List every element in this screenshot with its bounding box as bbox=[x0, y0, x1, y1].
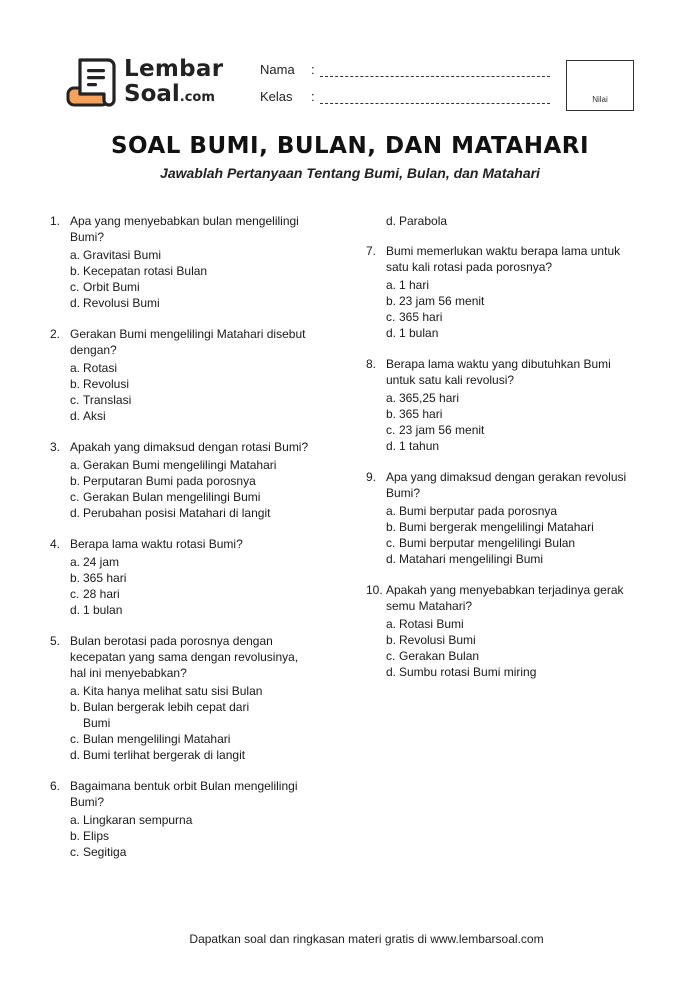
option-letter: c. bbox=[70, 280, 80, 294]
question-number: 5. bbox=[50, 634, 61, 648]
option-letter: d. bbox=[386, 326, 397, 340]
option-letter: a. bbox=[386, 391, 397, 405]
option-c[interactable] bbox=[70, 392, 320, 408]
score-label: Nilai bbox=[592, 95, 608, 104]
option-letter: a. bbox=[386, 278, 397, 292]
question-number: 7. bbox=[366, 244, 377, 258]
question-8 bbox=[366, 356, 636, 454]
question-10 bbox=[366, 582, 636, 680]
option-b[interactable] bbox=[386, 406, 636, 422]
option-letter: b. bbox=[386, 520, 397, 534]
option-text: Perubahan posisi Matahari di langit bbox=[83, 506, 271, 520]
question-number: 8. bbox=[366, 357, 377, 371]
option-b[interactable] bbox=[386, 632, 636, 648]
question-9 bbox=[366, 469, 636, 567]
option-text: 1 tahun bbox=[399, 439, 440, 453]
question-number: 2. bbox=[50, 327, 61, 341]
option-list bbox=[386, 616, 636, 680]
option-a[interactable] bbox=[386, 616, 636, 632]
option-letter: c. bbox=[386, 310, 396, 324]
option-d[interactable] bbox=[70, 505, 320, 521]
option-b[interactable] bbox=[70, 263, 320, 279]
question-text: Bulan berotasi pada porosnya dengan kecepatan yang sama dengan revolusinya, hal ini menyebabkan? bbox=[70, 634, 299, 680]
page-subtitle: Jawablah Pertanyaan Tentang Bumi, Bulan, dan Matahari bbox=[160, 165, 540, 181]
option-c[interactable] bbox=[70, 279, 320, 295]
logo-word-soal bbox=[124, 81, 215, 107]
option-b[interactable] bbox=[70, 699, 268, 731]
option-text: Gravitasi Bumi bbox=[83, 248, 162, 262]
option-letter: b. bbox=[386, 294, 397, 308]
site-logo bbox=[66, 56, 224, 110]
question-7 bbox=[366, 243, 636, 341]
worksheet-logo-icon bbox=[66, 56, 122, 110]
option-letter: c. bbox=[70, 845, 80, 859]
option-d[interactable] bbox=[386, 664, 636, 680]
option-letter: a. bbox=[386, 617, 397, 631]
name-label: Nama bbox=[260, 62, 295, 77]
option-letter: a. bbox=[70, 248, 81, 262]
question-4 bbox=[50, 536, 320, 618]
option-letter: b. bbox=[70, 700, 81, 714]
question-number: 10. bbox=[366, 583, 383, 597]
name-colon: : bbox=[311, 62, 315, 77]
footer-text: Dapatkan soal dan ringkasan materi gratis di www.lembarsoal.com bbox=[189, 932, 544, 946]
option-letter: a. bbox=[70, 813, 81, 827]
page-title: SOAL BUMI, BULAN, DAN MATAHARI bbox=[110, 133, 590, 159]
question-1 bbox=[50, 213, 320, 311]
option-b[interactable] bbox=[70, 376, 320, 392]
option-text: Kecepatan rotasi Bulan bbox=[83, 264, 208, 278]
option-text: 23 jam 56 menit bbox=[399, 294, 485, 308]
option-text: Bumi berputar mengelilingi Bulan bbox=[399, 536, 576, 550]
option-letter: b. bbox=[386, 407, 397, 421]
option-text: 28 hari bbox=[83, 587, 120, 601]
option-list bbox=[70, 360, 320, 424]
option-list bbox=[386, 390, 636, 454]
option-text: 365 hari bbox=[399, 310, 443, 324]
option-text: Revolusi Bumi bbox=[83, 296, 160, 310]
option-text: Orbit Bumi bbox=[83, 280, 140, 294]
question-5 bbox=[50, 633, 320, 763]
option-a[interactable] bbox=[70, 457, 320, 473]
option-letter: d. bbox=[386, 552, 397, 566]
option-text: Aksi bbox=[83, 409, 106, 423]
logo-soal: Soal bbox=[124, 81, 180, 107]
option-a[interactable] bbox=[70, 812, 320, 828]
question-number: 1. bbox=[50, 214, 61, 228]
option-letter: d. bbox=[70, 296, 81, 310]
option-text: Lingkaran sempurna bbox=[83, 813, 193, 827]
option-text: Perputaran Bumi pada porosnya bbox=[83, 474, 256, 488]
option-d[interactable] bbox=[70, 408, 320, 424]
option-text: Sumbu rotasi Bumi miring bbox=[399, 665, 537, 679]
option-d[interactable] bbox=[70, 747, 320, 763]
option-text: Bulan mengelilingi Matahari bbox=[83, 732, 231, 746]
option-list-continued bbox=[386, 213, 636, 229]
question-6 bbox=[50, 778, 320, 860]
option-letter: d. bbox=[386, 439, 397, 453]
option-c[interactable] bbox=[70, 489, 320, 505]
option-list bbox=[70, 554, 320, 618]
question-number: 9. bbox=[366, 470, 377, 484]
option-d[interactable] bbox=[386, 438, 636, 454]
option-letter: c. bbox=[386, 423, 396, 437]
option-text: Segitiga bbox=[83, 845, 127, 859]
option-letter: c. bbox=[70, 732, 80, 746]
option-letter: a. bbox=[70, 684, 81, 698]
logo-dotcom: .com bbox=[179, 90, 215, 105]
question-2 bbox=[50, 326, 320, 424]
option-text: Elips bbox=[83, 829, 110, 843]
questions-right-column bbox=[366, 213, 636, 680]
class-field[interactable] bbox=[320, 103, 550, 104]
option-b[interactable] bbox=[70, 828, 320, 844]
option-text: Matahari mengelilingi Bumi bbox=[399, 552, 544, 566]
question-text: Apakah yang dimaksud dengan rotasi Bumi? bbox=[70, 440, 309, 454]
option-a[interactable] bbox=[70, 360, 320, 376]
question-text: Berapa lama waktu rotasi Bumi? bbox=[70, 537, 243, 551]
option-b[interactable] bbox=[70, 473, 320, 489]
option-letter: b. bbox=[70, 829, 81, 843]
option-list bbox=[386, 503, 636, 567]
option-a[interactable] bbox=[386, 503, 636, 519]
question-text: Bagaimana bentuk orbit Bulan mengelilingi Bumi? bbox=[70, 779, 298, 809]
option-text: 365,25 hari bbox=[399, 391, 460, 405]
class-label: Kelas bbox=[260, 89, 293, 104]
option-letter: b. bbox=[70, 571, 81, 585]
option-c[interactable] bbox=[70, 731, 320, 747]
option-text: 1 hari bbox=[399, 278, 430, 292]
question-3 bbox=[50, 439, 320, 521]
option-text: 23 jam 56 menit bbox=[399, 423, 485, 437]
option-text: Revolusi bbox=[83, 377, 130, 391]
option-d[interactable] bbox=[386, 325, 636, 341]
option-d[interactable] bbox=[70, 295, 320, 311]
option-d[interactable] bbox=[70, 602, 320, 618]
option-letter: d. bbox=[70, 603, 81, 617]
question-text: Bumi memerlukan waktu berapa lama untuk satu kali rotasi pada porosnya? bbox=[386, 244, 621, 274]
option-c[interactable] bbox=[386, 422, 636, 438]
option-b[interactable] bbox=[386, 519, 636, 535]
option-d[interactable] bbox=[386, 213, 636, 229]
option-list bbox=[70, 683, 320, 763]
option-letter: c. bbox=[386, 536, 396, 550]
option-text: Gerakan Bulan bbox=[399, 649, 480, 663]
option-c[interactable] bbox=[386, 648, 636, 664]
option-a[interactable] bbox=[386, 277, 636, 293]
option-text: 365 hari bbox=[399, 407, 443, 421]
option-a[interactable] bbox=[386, 390, 636, 406]
option-c[interactable] bbox=[70, 844, 320, 860]
option-d[interactable] bbox=[386, 551, 636, 567]
option-text: Rotasi bbox=[83, 361, 118, 375]
option-letter: b. bbox=[70, 377, 81, 391]
logo-word-lembar: Lembar bbox=[124, 56, 224, 82]
option-a[interactable] bbox=[70, 247, 320, 263]
option-letter: a. bbox=[386, 504, 397, 518]
option-text: 24 jam bbox=[83, 555, 120, 569]
question-number: 6. bbox=[50, 779, 61, 793]
option-text: Gerakan Bulan mengelilingi Bumi bbox=[83, 490, 261, 504]
option-letter: a. bbox=[70, 555, 81, 569]
question-text: Gerakan Bumi mengelilingi Matahari disebut dengan? bbox=[70, 327, 306, 357]
option-letter: c. bbox=[70, 393, 80, 407]
option-text: Gerakan Bumi mengelilingi Matahari bbox=[83, 458, 277, 472]
option-text: Bumi berputar pada porosnya bbox=[399, 504, 558, 518]
option-letter: d. bbox=[70, 748, 81, 762]
option-text: 365 hari bbox=[83, 571, 127, 585]
option-text: Revolusi Bumi bbox=[399, 633, 476, 647]
option-text: Bumi terlihat bergerak di langit bbox=[83, 748, 246, 762]
question-text: Apa yang menyebabkan bulan mengelilingi Bumi? bbox=[70, 214, 299, 244]
questions-left-column bbox=[50, 213, 320, 860]
option-c[interactable] bbox=[70, 586, 320, 602]
class-colon: : bbox=[311, 89, 315, 104]
question-number: 3. bbox=[50, 440, 61, 454]
option-letter: d. bbox=[386, 665, 397, 679]
option-b[interactable] bbox=[70, 570, 320, 586]
option-list bbox=[70, 247, 320, 311]
option-list bbox=[386, 277, 636, 341]
option-c[interactable] bbox=[386, 309, 636, 325]
option-text: Translasi bbox=[83, 393, 132, 407]
option-letter: a. bbox=[70, 361, 81, 375]
option-letter: b. bbox=[70, 264, 81, 278]
option-text: 1 bulan bbox=[399, 326, 439, 340]
question-text: Apakah yang menyebabkan terjadinya gerak semu Matahari? bbox=[386, 583, 624, 613]
option-letter: a. bbox=[70, 458, 81, 472]
option-a[interactable] bbox=[70, 554, 320, 570]
option-letter: b. bbox=[386, 633, 397, 647]
option-text: Rotasi Bumi bbox=[399, 617, 464, 631]
option-list bbox=[70, 812, 320, 860]
option-text: 1 bulan bbox=[83, 603, 123, 617]
question-text: Berapa lama waktu yang dibutuhkan Bumi untuk satu kali revolusi? bbox=[386, 357, 611, 387]
question-text: Apa yang dimaksud dengan gerakan revolusi Bumi? bbox=[386, 470, 627, 500]
option-c[interactable] bbox=[386, 535, 636, 551]
score-box[interactable] bbox=[566, 60, 634, 111]
option-a[interactable] bbox=[70, 683, 320, 699]
option-letter: c. bbox=[70, 587, 80, 601]
question-number: 4. bbox=[50, 537, 61, 551]
option-letter: c. bbox=[386, 649, 396, 663]
name-field[interactable] bbox=[320, 76, 550, 77]
option-text: Bulan bergerak lebih cepat dari Bumi bbox=[83, 700, 250, 730]
option-letter: c. bbox=[70, 490, 80, 504]
option-letter: d. bbox=[386, 214, 397, 228]
option-text: Bumi bergerak mengelilingi Matahari bbox=[399, 520, 594, 534]
option-list bbox=[70, 457, 320, 521]
option-letter: d. bbox=[70, 409, 81, 423]
option-text: Parabola bbox=[399, 214, 448, 228]
option-text: Kita hanya melihat satu sisi Bulan bbox=[83, 684, 263, 698]
option-letter: d. bbox=[70, 506, 81, 520]
option-letter: b. bbox=[70, 474, 81, 488]
option-b[interactable] bbox=[386, 293, 636, 309]
